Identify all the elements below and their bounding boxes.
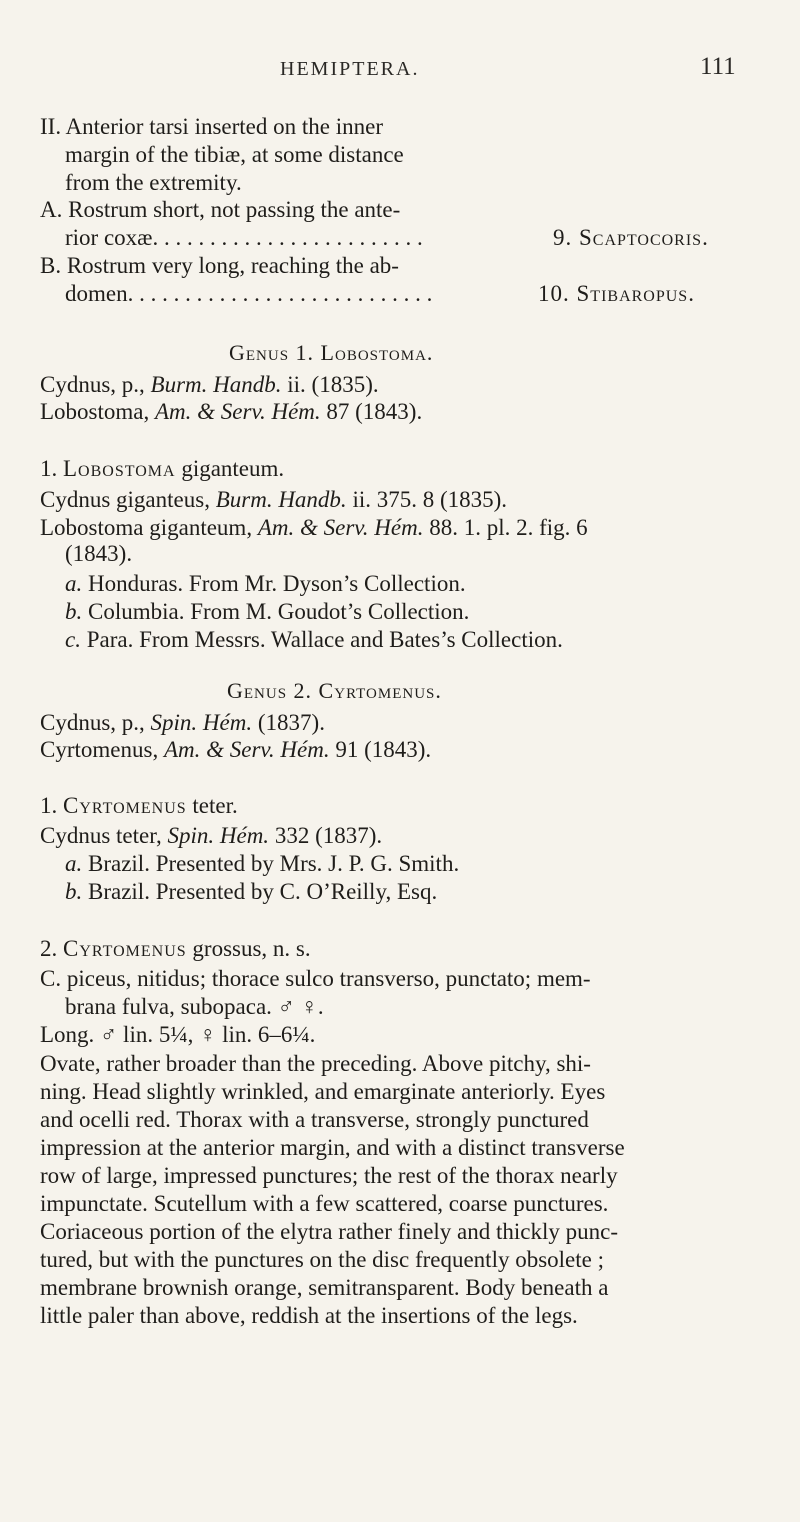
species-genus: Lobostoma xyxy=(63,456,176,481)
species-2-1-ref xyxy=(40,822,382,850)
genus-1-synonym-2 xyxy=(40,398,422,426)
synonym-name: Lobostoma giganteum, xyxy=(40,515,258,540)
synonym-name: Cydnus giganteus, xyxy=(40,487,216,512)
synonym-name: Lobostoma, xyxy=(40,399,155,424)
citation-work: Spin. Hém. xyxy=(150,710,253,735)
description-line: and ocelli red. Thorax with a transverse, strongly punctured xyxy=(40,1107,589,1132)
genus-2-heading: Genus 2. Cyrtomenus. xyxy=(227,678,442,703)
species-1-ref-2-cont: (1843). xyxy=(65,541,133,566)
specimen-c xyxy=(65,626,563,654)
species-1-heading xyxy=(40,455,284,483)
synonym-name: Cyrtomenus, xyxy=(40,737,164,762)
key-A-line1: A. Rostrum short, not passing the ante- xyxy=(40,197,401,222)
citation-ref: ii. (1835). xyxy=(281,372,379,397)
specimen-a xyxy=(65,570,466,598)
citation-ref: 88. 1. pl. 2. fig. 6 xyxy=(423,515,588,540)
citation-work: Burm. Handb. xyxy=(150,372,282,397)
specimen-b xyxy=(65,598,469,626)
genus-2-synonym-2 xyxy=(40,736,431,764)
synonym-name: Cydnus teter, xyxy=(40,823,168,848)
description-line: Coriaceous portion of the elytra rather finely and thickly punc- xyxy=(40,1219,618,1244)
species-number: 2. xyxy=(40,936,63,961)
specimen-text: Columbia. From M. Goudot’s Collection. xyxy=(82,599,470,624)
description-line: tured, but with the punctures on the disc frequently obsolete ; xyxy=(40,1247,605,1272)
key-A-reference: 9. Scaptocoris. xyxy=(553,225,709,250)
citation-work: Am. & Serv. Hém. xyxy=(257,515,424,540)
species-genus: Cyrtomenus xyxy=(63,793,187,818)
diagnosis-line-2: brana fulva, subopaca. ♂ ♀. xyxy=(65,994,324,1019)
genus-1-synonym-1 xyxy=(40,371,379,399)
key-B-line2 xyxy=(65,280,432,308)
key-II-line3: from the extremity. xyxy=(65,170,242,195)
species-epithet: teter. xyxy=(186,793,238,818)
key-A-line2 xyxy=(65,224,423,252)
synonym-name: Cydnus, p., xyxy=(40,372,151,397)
description-line: impunctate. Scutellum with a few scattered, coarse punctures. xyxy=(40,1191,609,1216)
species-number: 1. xyxy=(40,456,63,481)
key-B-reference: 10. Stibaropus. xyxy=(538,281,695,306)
synonym-name: Cydnus, p., xyxy=(40,710,151,735)
description-line: Ovate, rather broader than the preceding. Above pitchy, shi- xyxy=(40,1051,591,1076)
key-A-text: rior coxæ xyxy=(65,225,153,250)
specimen-text: Honduras. From Mr. Dyson’s Collection. xyxy=(82,571,466,596)
key-II-line1: II. Anterior tarsi inserted on the inner xyxy=(40,114,383,139)
page-number: 111 xyxy=(700,53,736,80)
header-title: HEMIPTERA. xyxy=(280,58,420,80)
genus-2-synonym-1 xyxy=(40,709,325,737)
citation-ref: (1837). xyxy=(252,710,325,735)
key-II-line2: margin of the tibiæ, at some distance xyxy=(65,142,404,167)
specimen-text: Brazil. Presented by C. O’Reilly, Esq. xyxy=(82,879,438,904)
diagnosis-line-1: C. piceus, nitidus; thorace sulco transverso, punctato; mem- xyxy=(40,966,591,991)
description-line: impression at the anterior margin, and with a distinct transverse xyxy=(40,1135,625,1160)
species-1-ref-2 xyxy=(40,514,588,542)
specimen-letter: b. xyxy=(65,599,83,624)
leader-dots: . . . . . . . . . . . . . . . . . . . . . . . . xyxy=(152,225,423,250)
citation-work: Burm. Handb. xyxy=(215,487,347,512)
description-line: membrane brownish orange, semitransparent. Body beneath a xyxy=(40,1275,609,1300)
specimen-letter: b. xyxy=(65,879,83,904)
species-epithet: grossus, n. s. xyxy=(186,936,311,961)
running-header xyxy=(0,53,800,88)
species-number: 1. xyxy=(40,793,63,818)
key-B-line1: B. Rostrum very long, reaching the ab- xyxy=(40,253,399,278)
species-1-ref-1 xyxy=(40,486,507,514)
citation-ref: 332 (1837). xyxy=(269,823,383,848)
description-line: row of large, impressed punctures; the rest of the thorax nearly xyxy=(40,1163,618,1188)
species-2-1-heading xyxy=(40,792,238,820)
specimen-a xyxy=(65,850,459,878)
species-2-2-heading xyxy=(40,935,311,963)
description-line: little paler than above, reddish at the insertions of the legs. xyxy=(40,1303,578,1328)
specimen-text: Brazil. Presented by Mrs. J. P. G. Smith. xyxy=(82,851,460,876)
specimen-text: Para. From Messrs. Wallace and Bates’s Collection. xyxy=(80,627,563,652)
citation-ref: 87 (1843). xyxy=(320,399,423,424)
specimen-letter: a. xyxy=(65,571,83,596)
citation-ref: ii. 375. 8 (1835). xyxy=(346,487,508,512)
species-epithet: giganteum. xyxy=(175,456,285,481)
species-genus: Cyrtomenus xyxy=(63,936,187,961)
citation-ref: 91 (1843). xyxy=(329,737,432,762)
citation-work: Am. & Serv. Hém. xyxy=(155,399,321,424)
specimen-letter: a. xyxy=(65,851,83,876)
genus-1-heading: Genus 1. Lobostoma. xyxy=(229,340,434,365)
citation-work: Spin. Hém. xyxy=(167,823,270,848)
diagnosis-measurements: Long. ♂ lin. 5¼, ♀ lin. 6–6¼. xyxy=(40,1022,316,1047)
citation-work: Am. & Serv. Hém. xyxy=(163,737,330,762)
specimen-letter: c. xyxy=(65,627,81,652)
key-B-text: domen xyxy=(65,281,128,306)
leader-dots: . . . . . . . . . . . . . . . . . . . . . . . . . . . xyxy=(127,281,433,306)
specimen-b xyxy=(65,878,437,906)
description-line: ning. Head slightly wrinkled, and emarginate anteriorly. Eyes xyxy=(40,1079,606,1104)
